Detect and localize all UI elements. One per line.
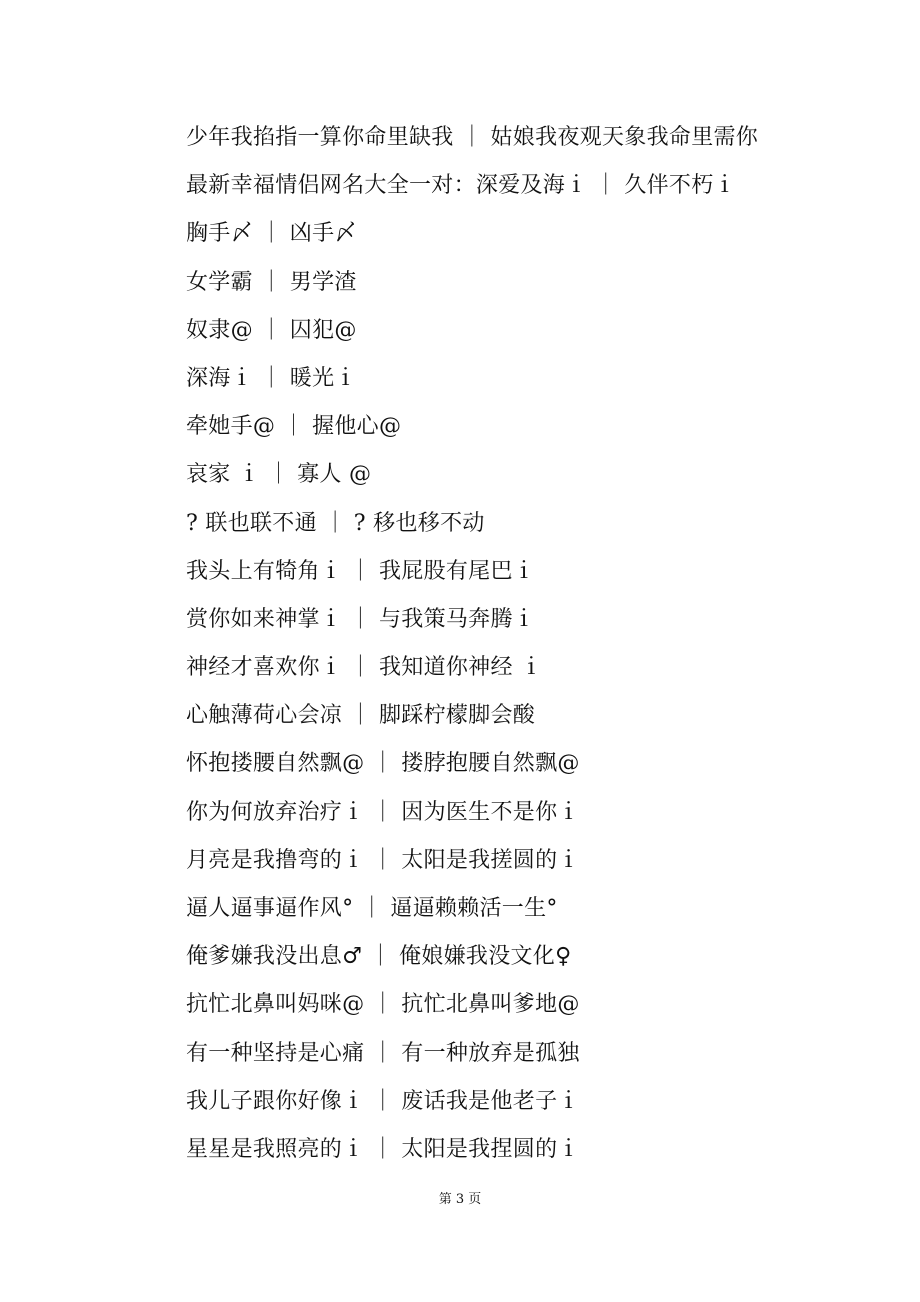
text-line: 赏你如来神掌ｉ ｜ 与我策马奔腾ｉ	[186, 606, 536, 632]
page-number: 第 3 页	[438, 1192, 482, 1207]
text-line: 我头上有犄角ｉ ｜ 我屁股有尾巴ｉ	[186, 558, 536, 584]
text-line: 奴隶@ ｜ 囚犯@	[186, 317, 357, 343]
text-line: 抗忙北鼻叫妈咪@ ｜ 抗忙北鼻叫爹地@	[186, 992, 580, 1018]
text-line: 深海ｉ ｜ 暖光ｉ	[186, 365, 357, 391]
text-line: 逼人逼事逼作风° ｜ 逼逼赖赖活一生°	[186, 896, 558, 921]
text-line: 最新幸福情侣网名大全一对：深爱及海ｉ ｜ 久伴不朽ｉ	[186, 173, 736, 199]
text-line: 胸手〆 ｜ 凶手〆	[186, 221, 357, 247]
text-line: 你为何放弃治疗ｉ ｜ 因为医生不是你ｉ	[186, 799, 580, 825]
text-body	[186, 114, 826, 1174]
text-line: 月亮是我撸弯的ｉ ｜ 太阳是我搓圆的ｉ	[186, 847, 580, 873]
text-line: 神经才喜欢你ｉ ｜ 我知道你神经 ｉ	[186, 655, 543, 681]
text-line: 怀抱搂腰自然飘@ ｜ 搂脖抱腰自然飘@	[186, 751, 580, 777]
text-line: 哀家 ｉ ｜ 寡人 @	[186, 462, 372, 488]
text-line: ? 联也联不通 ｜ ? 移也移不动	[186, 510, 485, 536]
text-line: 俺爹嫌我没出息♂ ｜ 俺娘嫌我没文化♀	[186, 944, 572, 970]
text-line: 女学霸 ｜ 男学渣	[186, 269, 357, 295]
text-line: 星星是我照亮的ｉ ｜ 太阳是我捏圆的ｉ	[186, 1136, 580, 1162]
text-line: 少年我掐指一算你命里缺我 ｜ 姑娘我夜观天象我命里需你	[186, 125, 759, 150]
text-line: 心触薄荷心会凉 ｜ 脚踩柠檬脚会酸	[186, 703, 536, 729]
text-line: 牵她手@ ｜ 握他心@	[186, 414, 402, 440]
text-line: 有一种坚持是心痛 ｜ 有一种放弃是孤独	[186, 1040, 580, 1066]
text-line: 我儿子跟你好像ｉ ｜ 废话我是他老子ｉ	[186, 1088, 580, 1114]
